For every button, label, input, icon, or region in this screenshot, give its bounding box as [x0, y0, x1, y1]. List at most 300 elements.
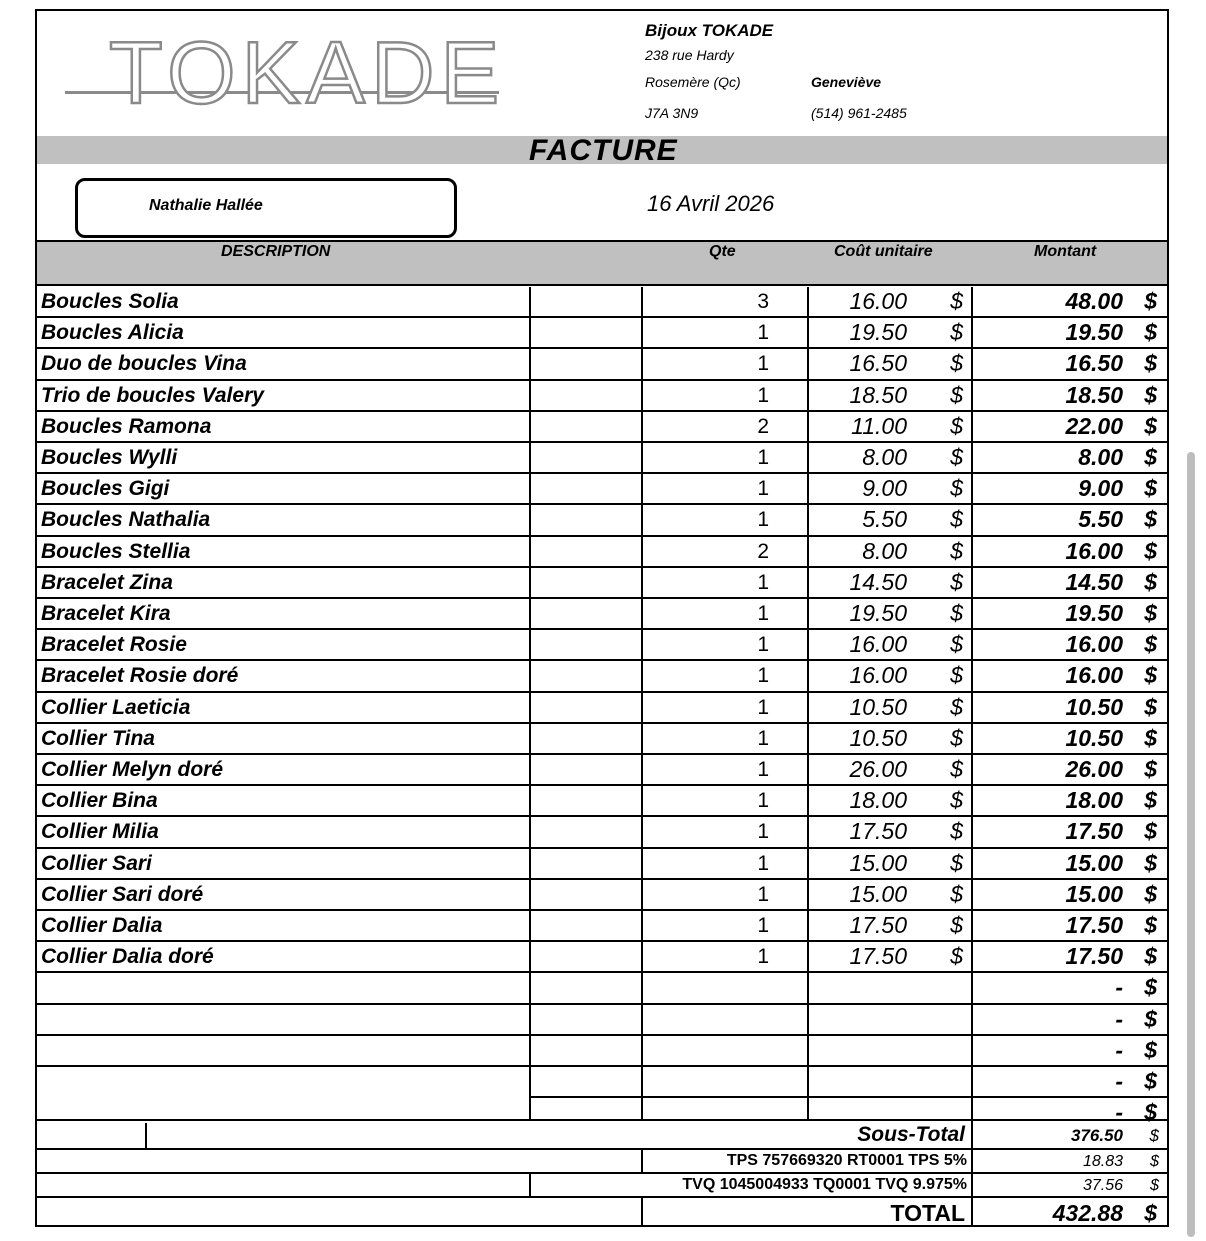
item-unit-value: 16.00 — [849, 631, 907, 658]
item-amount-value: 19.50 — [1065, 600, 1123, 626]
item-amount-currency: $ — [1144, 412, 1157, 439]
item-qty: 1 — [643, 630, 809, 659]
table-row — [37, 1067, 1167, 1098]
item-amount — [973, 911, 1167, 940]
table-row — [37, 349, 1167, 380]
item-unit-currency: $ — [950, 319, 963, 346]
table-row — [37, 973, 1167, 1004]
item-unit-cost — [809, 942, 973, 971]
item-amount-value: 16.50 — [1065, 350, 1123, 377]
client-name: Nathalie Hallée — [149, 197, 263, 214]
item-description: Boucles Wylli — [37, 443, 531, 472]
item-unit-cost — [809, 755, 973, 784]
table-row — [37, 880, 1167, 911]
item-amount-currency: $ — [1144, 974, 1157, 1001]
item-amount-currency: $ — [1144, 912, 1157, 938]
item-unit-currency: $ — [950, 662, 963, 689]
item-unit-currency: $ — [950, 288, 963, 314]
header-description: DESCRIPTION — [221, 243, 331, 260]
item-qty — [643, 1036, 809, 1065]
company-city: Rosemère (Qc) — [645, 74, 741, 90]
item-qty — [643, 1005, 809, 1034]
item-unit-cost — [809, 880, 973, 909]
tps-currency: $ — [1150, 1153, 1159, 1170]
subtotal-value: 376.50 — [1071, 1126, 1123, 1145]
item-unit-cost — [809, 661, 973, 690]
item-unit-cost — [809, 1098, 973, 1119]
item-spare-cell — [531, 973, 643, 1002]
item-unit-value: 8.00 — [862, 444, 907, 470]
item-qty: 1 — [643, 443, 809, 472]
item-amount — [973, 599, 1167, 628]
item-amount-value: 15.00 — [1065, 880, 1123, 907]
item-amount — [973, 942, 1167, 971]
item-amount — [973, 474, 1167, 503]
item-amount-value: 16.00 — [1065, 662, 1123, 689]
item-description: Collier Bina — [37, 786, 531, 815]
item-amount-value: 5.50 — [1078, 506, 1123, 533]
item-amount-currency: $ — [1144, 849, 1157, 876]
item-amount-currency: $ — [1144, 600, 1157, 626]
tvq-row — [37, 1174, 1167, 1198]
item-unit-currency: $ — [950, 475, 963, 502]
item-amount-value: 10.50 — [1065, 693, 1123, 720]
item-description: Trio de boucles Valery — [37, 381, 531, 410]
item-spare-cell — [531, 412, 643, 441]
item-unit-currency: $ — [950, 444, 963, 470]
item-description: Collier Laeticia — [37, 693, 531, 722]
table-row — [37, 942, 1167, 973]
item-unit-value: 17.50 — [849, 818, 907, 845]
item-spare-cell — [531, 693, 643, 722]
subtotal-currency: $ — [1149, 1126, 1159, 1145]
item-amount-value: 17.50 — [1065, 912, 1123, 938]
item-spare-cell — [531, 1005, 643, 1034]
header-unit-cost: Coût unitaire — [834, 243, 933, 260]
item-description — [37, 1036, 531, 1065]
item-amount — [973, 724, 1167, 753]
item-unit-value: 18.50 — [849, 381, 907, 408]
tps-value: 18.83 — [1082, 1153, 1123, 1170]
item-description: Boucles Alicia — [37, 318, 531, 347]
item-unit-value: 19.50 — [849, 319, 907, 346]
item-amount — [973, 287, 1167, 316]
subtotal-label: Sous-Total — [857, 1123, 965, 1146]
item-spare-cell — [531, 474, 643, 503]
item-qty: 1 — [643, 474, 809, 503]
invoice-title: FACTURE — [529, 134, 678, 167]
item-description: Bracelet Zina — [37, 568, 531, 597]
item-description: Collier Sari doré — [37, 880, 531, 909]
item-amount-currency: $ — [1144, 818, 1157, 845]
item-spare-cell — [531, 443, 643, 472]
item-qty — [643, 1067, 809, 1096]
item-amount-value: 22.00 — [1065, 412, 1123, 439]
invoice — [35, 9, 1169, 1227]
item-unit-cost — [809, 287, 973, 316]
item-amount — [973, 1005, 1167, 1034]
total-currency: $ — [1144, 1200, 1157, 1226]
item-unit-cost — [809, 412, 973, 441]
item-amount-currency: $ — [1144, 319, 1157, 346]
item-amount-currency: $ — [1144, 288, 1157, 314]
item-unit-value: 26.00 — [849, 756, 907, 782]
item-unit-value: 11.00 — [851, 412, 907, 439]
total-label: TOTAL — [890, 1200, 965, 1226]
item-amount — [973, 661, 1167, 690]
item-qty: 1 — [643, 849, 809, 878]
item-unit-cost — [809, 693, 973, 722]
item-unit-cost — [809, 443, 973, 472]
item-unit-cost — [809, 911, 973, 940]
item-amount-value: 8.00 — [1078, 444, 1123, 470]
company-phone: (514) 961-2485 — [811, 105, 907, 121]
item-spare-cell — [531, 505, 643, 534]
item-unit-value: 15.00 — [849, 880, 907, 907]
item-unit-currency: $ — [950, 568, 963, 595]
table-row — [37, 817, 1167, 848]
item-description: Duo de boucles Vina — [37, 349, 531, 378]
item-unit-currency: $ — [950, 880, 963, 907]
item-amount-value: 26.00 — [1065, 756, 1123, 782]
item-amount — [973, 1036, 1167, 1065]
item-unit-value: 16.00 — [849, 662, 907, 689]
item-qty: 1 — [643, 381, 809, 410]
item-unit-currency: $ — [950, 693, 963, 720]
item-spare-cell — [531, 942, 643, 971]
total-row — [37, 1198, 1167, 1227]
item-amount — [973, 349, 1167, 378]
item-description: Boucles Nathalia — [37, 505, 531, 534]
item-unit-value: 5.50 — [862, 506, 907, 533]
item-qty: 1 — [643, 755, 809, 784]
item-description: Collier Sari — [37, 849, 531, 878]
item-spare-cell — [531, 287, 643, 316]
item-unit-cost — [809, 381, 973, 410]
item-description: Collier Tina — [37, 724, 531, 753]
item-unit-currency: $ — [950, 943, 963, 970]
item-amount-value: 16.00 — [1065, 631, 1123, 658]
item-qty: 1 — [643, 349, 809, 378]
item-unit-cost — [809, 849, 973, 878]
tps-row — [37, 1150, 1167, 1174]
item-amount-value: - — [1115, 1068, 1123, 1094]
item-amount-currency: $ — [1144, 444, 1157, 470]
item-amount-value: 48.00 — [1065, 288, 1123, 314]
table-row — [37, 568, 1167, 599]
table-row — [37, 693, 1167, 724]
tvq-currency: $ — [1150, 1177, 1159, 1194]
item-spare-cell — [531, 630, 643, 659]
item-amount-currency: $ — [1144, 880, 1157, 907]
table-row — [37, 755, 1167, 786]
item-amount-value: 18.00 — [1065, 787, 1123, 814]
item-amount-value: - — [1115, 1005, 1123, 1032]
table-row — [37, 505, 1167, 536]
item-unit-cost — [809, 817, 973, 846]
item-amount-value: 17.50 — [1065, 818, 1123, 845]
item-amount-currency: $ — [1144, 787, 1157, 814]
item-spare-cell — [531, 661, 643, 690]
item-qty: 1 — [643, 786, 809, 815]
item-unit-currency: $ — [950, 912, 963, 938]
item-unit-currency: $ — [950, 537, 963, 564]
item-spare-cell — [531, 849, 643, 878]
item-unit-value: 8.00 — [862, 537, 907, 564]
item-amount-currency: $ — [1144, 475, 1157, 502]
item-unit-value: 16.50 — [849, 350, 907, 377]
client-box — [75, 178, 457, 238]
item-amount — [973, 412, 1167, 441]
tps-label: TPS 757669320 RT0001 TPS 5% — [726, 1152, 967, 1169]
tvq-spacer — [37, 1174, 531, 1196]
item-unit-cost — [809, 630, 973, 659]
subtotal-row — [37, 1121, 1167, 1150]
total-value: 432.88 — [1052, 1200, 1123, 1226]
tps-spacer — [37, 1150, 643, 1172]
item-description — [37, 1005, 531, 1034]
tvq-value: 37.56 — [1082, 1177, 1123, 1194]
item-unit-cost — [809, 474, 973, 503]
table-row — [37, 599, 1167, 630]
item-amount-currency: $ — [1144, 1036, 1157, 1063]
item-unit-currency: $ — [950, 412, 963, 439]
item-qty: 1 — [643, 724, 809, 753]
item-amount-currency: $ — [1144, 943, 1157, 970]
company-name: Bijoux TOKADE — [645, 21, 774, 40]
header-amount: Montant — [1034, 243, 1097, 260]
item-spare-cell — [531, 755, 643, 784]
item-amount — [973, 568, 1167, 597]
table-row — [37, 1005, 1167, 1036]
item-amount-currency: $ — [1144, 724, 1157, 751]
item-amount-value: 9.00 — [1078, 475, 1123, 502]
table-row — [37, 443, 1167, 474]
item-unit-cost — [809, 568, 973, 597]
item-amount — [973, 537, 1167, 566]
item-spare-cell — [531, 911, 643, 940]
item-amount-currency: $ — [1144, 631, 1157, 658]
table-row — [37, 630, 1167, 661]
company-address: 238 rue Hardy — [645, 47, 734, 63]
item-unit-currency: $ — [950, 787, 963, 814]
tvq-label: TVQ 1045004933 TQ0001 TVQ 9.975% — [682, 1176, 967, 1193]
item-spare-cell — [531, 1067, 643, 1096]
item-unit-cost — [809, 1067, 973, 1096]
item-spare-cell — [531, 1036, 643, 1065]
item-amount — [973, 786, 1167, 815]
item-amount-currency: $ — [1144, 537, 1157, 564]
company-logo: TOKADE — [109, 23, 506, 122]
item-description: Collier Milia — [37, 817, 531, 846]
item-description: Boucles Stellia — [37, 537, 531, 566]
item-qty: 3 — [643, 287, 809, 316]
item-spare-cell — [531, 817, 643, 846]
item-description — [37, 1098, 531, 1119]
subtotal-label-cell — [37, 1121, 973, 1148]
item-spare-cell — [531, 318, 643, 347]
item-amount-value: 19.50 — [1065, 319, 1123, 346]
item-spare-cell — [531, 786, 643, 815]
item-unit-cost — [809, 349, 973, 378]
item-unit-cost — [809, 1005, 973, 1034]
item-unit-value: 9.00 — [862, 475, 907, 502]
table-row — [37, 537, 1167, 568]
item-qty: 1 — [643, 942, 809, 971]
item-qty: 1 — [643, 817, 809, 846]
item-amount-currency: $ — [1144, 693, 1157, 720]
table-row — [37, 724, 1167, 755]
item-qty: 1 — [643, 599, 809, 628]
item-spare-cell — [531, 537, 643, 566]
table-row — [37, 849, 1167, 880]
item-qty — [643, 1098, 809, 1119]
item-spare-cell — [531, 724, 643, 753]
item-unit-currency: $ — [950, 756, 963, 782]
item-amount-currency: $ — [1144, 1005, 1157, 1032]
item-qty — [643, 973, 809, 1002]
item-amount — [973, 1067, 1167, 1096]
logo-area — [37, 11, 533, 137]
item-description: Collier Dalia — [37, 911, 531, 940]
item-unit-currency: $ — [950, 600, 963, 626]
item-amount-value: 14.50 — [1065, 568, 1123, 595]
item-amount-value: - — [1115, 1099, 1123, 1126]
table-row — [37, 412, 1167, 443]
item-description: Collier Melyn doré — [37, 755, 531, 784]
item-unit-value: 19.50 — [849, 600, 907, 626]
item-description: Bracelet Rosie — [37, 630, 531, 659]
item-unit-cost — [809, 599, 973, 628]
item-unit-value: 17.50 — [849, 912, 907, 938]
item-amount — [973, 973, 1167, 1002]
table-row — [37, 911, 1167, 942]
item-description: Boucles Ramona — [37, 412, 531, 441]
item-amount — [973, 693, 1167, 722]
item-amount-value: - — [1115, 974, 1123, 1001]
item-spare-cell — [531, 349, 643, 378]
item-amount-currency: $ — [1144, 568, 1157, 595]
item-qty: 1 — [643, 661, 809, 690]
item-spare-cell — [531, 599, 643, 628]
item-amount-currency: $ — [1144, 381, 1157, 408]
item-unit-value: 14.50 — [849, 568, 907, 595]
item-unit-cost — [809, 973, 973, 1002]
item-amount-currency: $ — [1144, 1099, 1157, 1126]
item-spare-cell — [531, 568, 643, 597]
table-row — [37, 1098, 1167, 1126]
table-row — [37, 1036, 1167, 1067]
item-amount — [973, 817, 1167, 846]
item-amount — [973, 755, 1167, 784]
item-unit-value: 15.00 — [849, 849, 907, 876]
item-qty: 1 — [643, 318, 809, 347]
company-postal: J7A 3N9 — [645, 105, 699, 121]
item-amount — [973, 381, 1167, 410]
item-amount — [973, 630, 1167, 659]
item-amount-value: 10.50 — [1065, 724, 1123, 751]
item-qty: 1 — [643, 505, 809, 534]
item-qty: 1 — [643, 911, 809, 940]
item-amount-value: 18.50 — [1065, 381, 1123, 408]
item-spare-cell — [531, 381, 643, 410]
item-qty: 1 — [643, 693, 809, 722]
item-description — [37, 973, 531, 1002]
item-unit-currency: $ — [950, 849, 963, 876]
item-description: Bracelet Rosie doré — [37, 661, 531, 690]
item-qty: 1 — [643, 568, 809, 597]
item-qty: 1 — [643, 880, 809, 909]
table-row — [37, 786, 1167, 817]
item-unit-currency: $ — [950, 381, 963, 408]
item-unit-value: 17.50 — [849, 943, 907, 970]
table-header — [37, 240, 1167, 286]
item-unit-currency: $ — [950, 506, 963, 533]
item-amount-value: 17.50 — [1065, 943, 1123, 970]
total-spacer — [37, 1198, 643, 1227]
item-amount-value: - — [1115, 1036, 1123, 1063]
item-description: Bracelet Kira — [37, 599, 531, 628]
item-unit-currency: $ — [950, 724, 963, 751]
item-unit-value: 18.00 — [849, 787, 907, 814]
item-unit-cost — [809, 1036, 973, 1065]
item-amount-currency: $ — [1144, 662, 1157, 689]
item-description: Boucles Solia — [37, 287, 531, 316]
item-unit-cost — [809, 724, 973, 753]
table-row — [37, 474, 1167, 505]
item-amount — [973, 849, 1167, 878]
item-unit-cost — [809, 786, 973, 815]
item-qty: 2 — [643, 412, 809, 441]
item-amount-currency: $ — [1144, 506, 1157, 533]
item-spare-cell — [531, 880, 643, 909]
item-amount — [973, 1098, 1167, 1126]
item-unit-currency: $ — [950, 350, 963, 377]
item-amount — [973, 505, 1167, 534]
item-unit-cost — [809, 505, 973, 534]
company-contact: Geneviève — [811, 74, 882, 90]
header-qty: Qte — [709, 243, 736, 260]
item-description: Boucles Gigi — [37, 474, 531, 503]
cell-divider — [145, 1123, 147, 1149]
table-row — [37, 381, 1167, 412]
item-amount-currency: $ — [1144, 1068, 1157, 1094]
item-unit-cost — [809, 318, 973, 347]
item-unit-value: 10.50 — [849, 693, 907, 720]
invoice-date: 16 Avril 2026 — [647, 191, 775, 216]
table-row — [37, 661, 1167, 692]
item-amount — [973, 318, 1167, 347]
item-amount — [973, 443, 1167, 472]
item-unit-currency: $ — [950, 818, 963, 845]
item-amount-value: 15.00 — [1065, 849, 1123, 876]
item-amount — [973, 880, 1167, 909]
vertical-scrollbar[interactable] — [1187, 452, 1195, 1237]
item-unit-value: 16.00 — [849, 288, 907, 314]
item-amount-value: 16.00 — [1065, 537, 1123, 564]
table-row — [37, 287, 1167, 318]
item-unit-currency: $ — [950, 631, 963, 658]
item-amount-currency: $ — [1144, 756, 1157, 782]
item-description: Collier Dalia doré — [37, 942, 531, 971]
item-amount-currency: $ — [1144, 350, 1157, 377]
item-unit-value: 10.50 — [849, 724, 907, 751]
item-qty: 2 — [643, 537, 809, 566]
item-description — [37, 1067, 531, 1096]
item-unit-cost — [809, 537, 973, 566]
item-spare-cell — [531, 1098, 643, 1119]
table-row — [37, 318, 1167, 349]
